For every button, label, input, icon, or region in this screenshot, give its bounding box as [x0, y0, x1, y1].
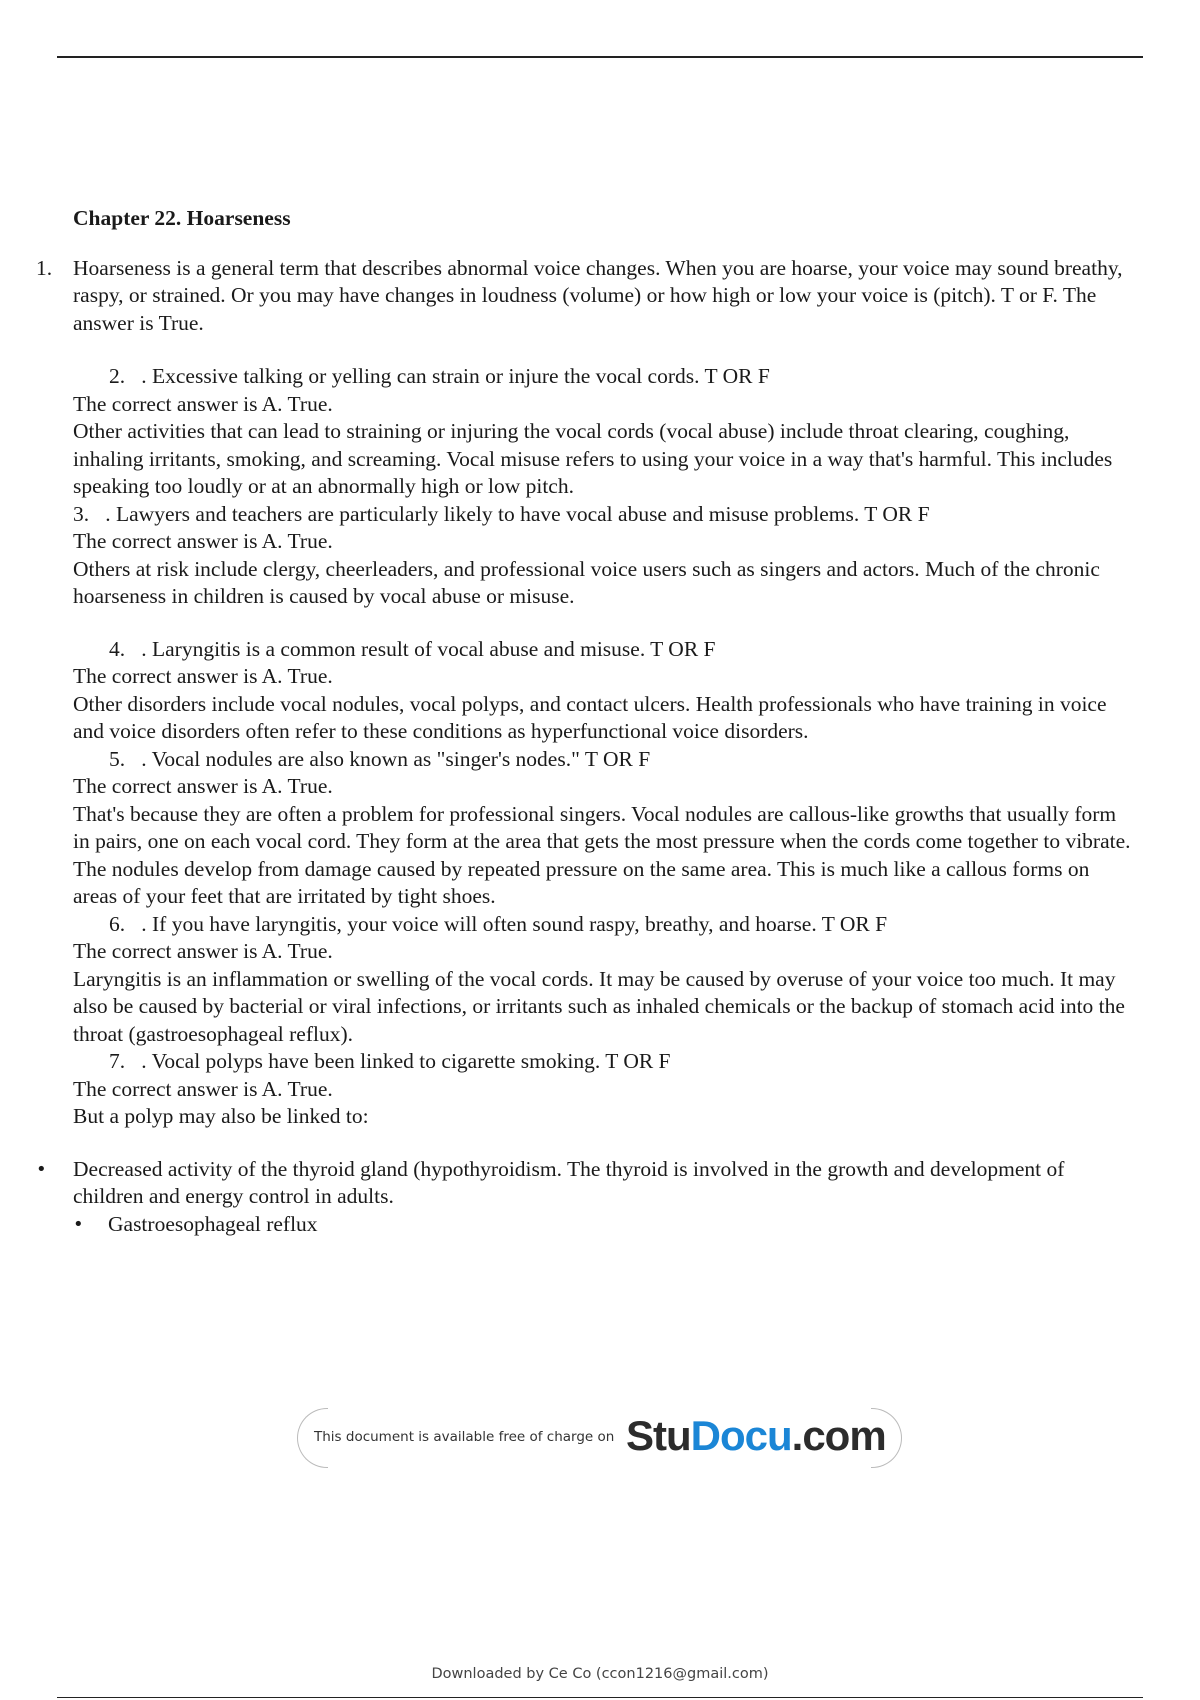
question-number: 5.: [109, 746, 126, 771]
explanation-text: But a polyp may also be linked to:: [73, 1104, 369, 1128]
question-2: [73, 363, 1133, 501]
question-5: [73, 746, 1133, 911]
bullet-icon: •: [36, 1158, 47, 1180]
badge-text: This document is available free of charge on: [314, 1429, 615, 1445]
question-4: [73, 636, 1133, 746]
logo-stu: Stu: [626, 1412, 691, 1459]
question-text: Hoarseness is a general term that describes abnormal voice changes. When you are hoarse, your voice may sound breathy, raspy, or strained. Or you may have changes in loudness (volume) or how high or low your voice is (pitch). T or F. The answer is True.: [73, 255, 1123, 335]
question-7: [73, 1048, 1133, 1131]
bullet-text: Decreased activity of the thyroid gland (hypothyroidism. The thyroid is involved in the growth and development of children and energy control in adults.: [73, 1156, 1065, 1208]
explanation-text: Other disorders include vocal nodules, vocal polyps, and contact ulcers. Health professionals who have training in voice and voice disorders often refer to these conditions as hyperfunctional voice disorders.: [73, 691, 1107, 743]
bullet-text: Gastroesophageal reflux: [108, 1211, 318, 1236]
question-1: [36, 255, 1133, 338]
answer-text: The correct answer is A. True.: [73, 1076, 333, 1101]
question-text: . Lawyers and teachers are particularly likely to have vocal abuse and misuse problems. T OR F: [105, 501, 930, 526]
question-number: 1.: [36, 255, 53, 280]
question-number: 2.: [109, 364, 126, 388]
question-text: . Vocal polyps have been linked to cigarette smoking. T OR F: [141, 1049, 671, 1073]
explanation-text: Others at risk include clergy, cheerleaders, and professional voice users such as singers and actors. Much of the chronic hoarseness in children is caused by vocal abuse or misuse.: [73, 556, 1100, 608]
answer-text: The correct answer is A. True.: [73, 529, 333, 553]
header-rule: [57, 56, 1143, 58]
answer-text: The correct answer is A. True.: [73, 774, 333, 798]
chapter-title: Chapter 22. Hoarseness: [73, 206, 291, 230]
explanation-text: That's because they are often a problem for professional singers. Vocal nodules are callous-like growths that usually form in pairs, one on each vocal cord. They form at the area that gets the most pressure when the cords come together to vibrate. The nodules develop from damage caused by repeated pressure on the same area. This is much like a callous forms on areas of your feet that are irritated by tight shoes.: [73, 801, 1131, 908]
download-footer: Downloaded by Ce Co (ccon1216@gmail.com): [431, 1666, 769, 1682]
question-number: 7.: [109, 1049, 126, 1073]
question-6: [73, 911, 1133, 1049]
studocu-logo[interactable]: [626, 1412, 886, 1460]
document-body: [36, 205, 1133, 1238]
bullet-item: [36, 1156, 1133, 1211]
logo-com: .com: [791, 1412, 886, 1459]
studocu-badge[interactable]: [297, 1408, 902, 1468]
answer-text: The correct answer is A. True.: [73, 391, 333, 416]
explanation-text: Other activities that can lead to straining or injuring the vocal cords (vocal abuse) include throat clearing, coughing, inhaling irritants, smoking, and screaming. Vocal misuse refers to using your voice in a way that's harmful. This includes speaking too loudly or at an abnormally high or low pitch.: [73, 419, 1113, 498]
question-text: . Laryngitis is a common result of vocal abuse and misuse. T OR F: [141, 636, 716, 661]
question-text: . Excessive talking or yelling can strain or injure the vocal cords. T OR F: [141, 364, 770, 388]
logo-docu: Docu: [690, 1412, 792, 1459]
question-text: . Vocal nodules are also known as "singer's nodes." T OR F: [141, 746, 651, 771]
question-3: [73, 501, 1133, 611]
answer-text: The correct answer is A. True.: [73, 664, 333, 688]
question-number: 6.: [109, 911, 126, 936]
footer-rule: [57, 1697, 1143, 1698]
question-number: 3.: [73, 501, 90, 526]
bullet-icon: •: [73, 1213, 84, 1235]
bullet-item: [73, 1211, 1133, 1239]
explanation-text: Laryngitis is an inflammation or swelling of the vocal cords. It may be caused by overuse of your voice too much. It may also be caused by bacterial or viral infections, or irritants such as inhaled chemicals or the backup of stomach acid into the throat (gastroesophageal reflux).: [73, 966, 1125, 1046]
answer-text: The correct answer is A. True.: [73, 939, 333, 963]
question-number: 4.: [109, 636, 126, 661]
question-text: . If you have laryngitis, your voice will often sound raspy, breathy, and hoarse. T OR F: [141, 911, 888, 936]
